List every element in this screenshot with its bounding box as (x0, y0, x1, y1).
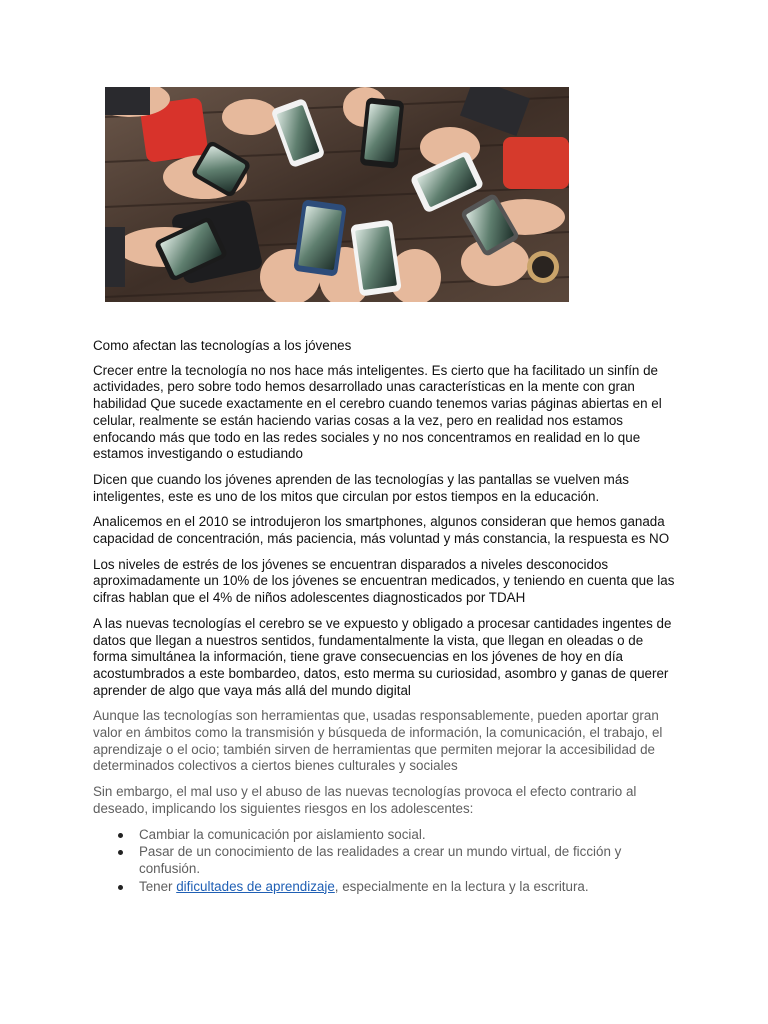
document-body (93, 338, 678, 896)
list-item: Cambiar la comunicación por aislamiento social. (139, 827, 678, 844)
gray-paragraph-2: Sin embargo, el mal uso y el abuso de las nuevas tecnologías provoca el efecto contrario al deseado, implicando los siguientes riesgos en los adolescentes: (93, 784, 637, 816)
risk-prefix: Tener (139, 878, 177, 894)
document-title: Como afectan las tecnologías a los jóvenes (93, 338, 352, 353)
risk-suffix: , especialmente en la lectura y la escritura. (334, 878, 589, 894)
learning-difficulties-link[interactable]: dificultades de aprendizaje (176, 878, 335, 894)
list-item: Pasar de un conocimiento de las realidades a crear un mundo virtual, de ficción y confusión. (139, 844, 678, 877)
paragraph-3: Analicemos en el 2010 se introdujeron los smartphones, algunos consideran que hemos ganada capacidad de concentración, más paciencia, más voluntad y más constancia, la respuesta es NO (93, 514, 670, 547)
paragraph-2: Dicen que cuando los jóvenes aprenden de las tecnologías y las pantallas se vuelven más inteligentes, este es uno de los mitos que circulan por estos tiempos en la educación. (93, 471, 629, 504)
paragraph-4: Los niveles de estrés de los jóvenes se encuentran disparados a niveles desconocidos aproximadamente un 10% de los jóvenes se encuentran medicados, y teniendo en cuenta que las cifras hablan que el 4% de niños adolescentes diagnosticados por TDAH (93, 556, 675, 606)
paragraph-5: A las nuevas tecnologías el cerebro se ve expuesto y obligado a procesar cantidades ingentes de datos que llegan a nuestros sentidos, fundamentalmente la vista, que llegan en oleadas o de forma simultánea la información, tiene grave consecuencias en los jóvenes de hoy en día acostumbrados a este bombardeo, datos, esto merma su curiosidad, asombro y ganas de querer aprender de algo que vaya más allá del mundo digital (93, 615, 672, 698)
gray-paragraph-1: Aunque las tecnologías son herramientas que, usadas responsablemente, pueden aportar gran valor en ámbitos como la transmisión y búsqueda de información, la comunicación, el trabajo, el aprendizaje o el ocio; también sirven de herramientas que permiten mejorar la accesibilidad de determinados colectivos a ciertos bienes culturales y sociales (93, 708, 663, 774)
risks-list (93, 827, 678, 896)
list-item (139, 879, 678, 896)
smartphones-hands-photo (105, 87, 569, 302)
paragraph-1: Crecer entre la tecnología no nos hace más inteligentes. Es cierto que ha facilitado un sinfín de actividades, pero sobre todo hemos desarrollado unas características en la mente con gran habilidad Que sucede exactamente en el cerebro cuando tenemos varias páginas abiertas en el celular, realmente se están haciendo varias cosas a la vez, pero en realidad nos estamos enfocando más que todo en las redes sociales y no nos concentramos en realidad en lo que estamos investigando o estudiando (93, 362, 662, 462)
